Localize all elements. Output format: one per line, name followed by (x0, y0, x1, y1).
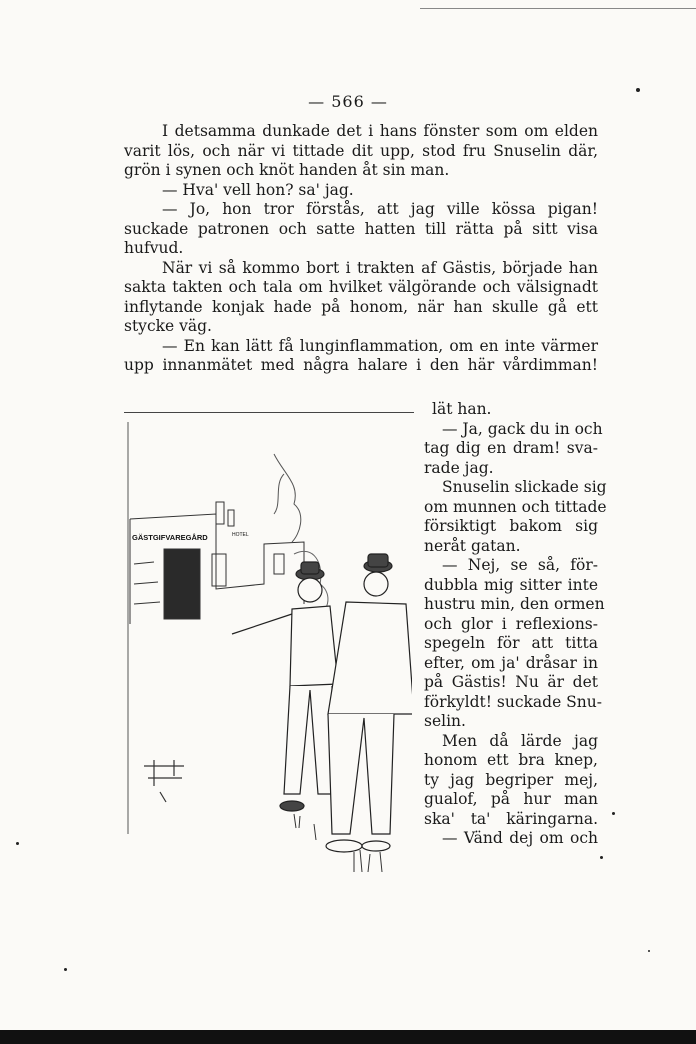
text-line: — Nej, se så, för- (442, 556, 598, 574)
text-line: — Vänd dej om och (442, 829, 598, 847)
page-number: — 566 — (308, 92, 388, 111)
page-bottom-edge (0, 1030, 696, 1044)
man-right (326, 554, 412, 852)
tree (274, 454, 301, 542)
print-speck (612, 812, 615, 815)
text-line: I detsamma dunkade det i hans fönster som om elden (162, 122, 598, 140)
print-speck (16, 842, 19, 845)
main-text (124, 122, 598, 376)
text-line: neråt gatan. (424, 536, 521, 555)
text-line: grön i synen och knöt handen åt sin man. (124, 161, 450, 179)
text-line: på Gästis! Nu är det (424, 673, 598, 691)
print-speck (648, 950, 650, 952)
text-line: efter, om ja' dråsar in (424, 653, 598, 672)
inn-doorway (164, 549, 200, 619)
inn-sign: GÄSTGIFVAREGÅRD (132, 533, 208, 542)
print-speck (600, 856, 603, 859)
text-line: stycke väg. (124, 317, 212, 335)
text-line: hufvud. (124, 239, 184, 257)
illustration-top-rule (124, 412, 414, 413)
text-line: rade jag. (424, 458, 494, 477)
text-line: Men då lärde jag (442, 731, 598, 750)
text-line: försiktigt bakom sig (424, 517, 598, 535)
text-line: varit lös, och när vi tittade dit upp, stod fru Snuselin där, (124, 141, 598, 160)
text-line: ska' ta' käringarna. (424, 809, 598, 828)
text-line: — Hva' vell hon? sa' jag. (162, 180, 354, 199)
text-line: inflytande konjak hade på honom, när han skulle gå ett (124, 297, 598, 316)
inn-building (130, 502, 304, 624)
text-line: upp innanmätet med några halare i den här vårdimman! (124, 356, 598, 374)
text-line: om munnen och tittade (424, 497, 607, 516)
text-line: — En kan lätt få lunginflammation, om en inte värmer (162, 336, 598, 355)
text-line: selin. (424, 712, 466, 730)
hotel-sign: HOTEL (232, 532, 249, 538)
text-line: sakta takten och tala om hvilket välgörande och välsignadt (124, 278, 598, 296)
right-column-text (424, 400, 607, 849)
text-line: ty jag begriper mej, (424, 770, 598, 789)
text-line: och glor i reflexions- (424, 614, 598, 633)
text-line: lät han. (432, 400, 492, 418)
text-line: suckade patronen och satte hatten till rätta på sitt visa (124, 219, 598, 238)
text-line: När vi så kommo bort i trakten af Gästis, började han (162, 258, 598, 277)
print-speck (64, 968, 67, 971)
text-line: — Ja, gack du in och (442, 419, 603, 438)
text-line: gualof, på hur man (424, 790, 598, 808)
print-speck (636, 88, 640, 92)
page-top-edge (420, 8, 696, 9)
text-line: honom ett bra knep, (424, 751, 598, 769)
text-line: tag dig en dram! sva- (424, 439, 598, 457)
artist-monogram (144, 760, 184, 802)
text-line: — Jo, hon tror förstås, att jag ville kössa pigan! (162, 200, 598, 218)
illustration-two-men-outside-inn (124, 414, 412, 890)
text-line: spegeln för att titta (424, 634, 598, 652)
text-line: Snuselin slickade sig (442, 478, 607, 496)
text-line: dubbla mig sitter inte (424, 575, 598, 594)
text-line: förkyldt! suckade Snu- (424, 692, 602, 711)
man-left (232, 562, 338, 811)
text-line: hustru min, den ormen (424, 595, 605, 613)
